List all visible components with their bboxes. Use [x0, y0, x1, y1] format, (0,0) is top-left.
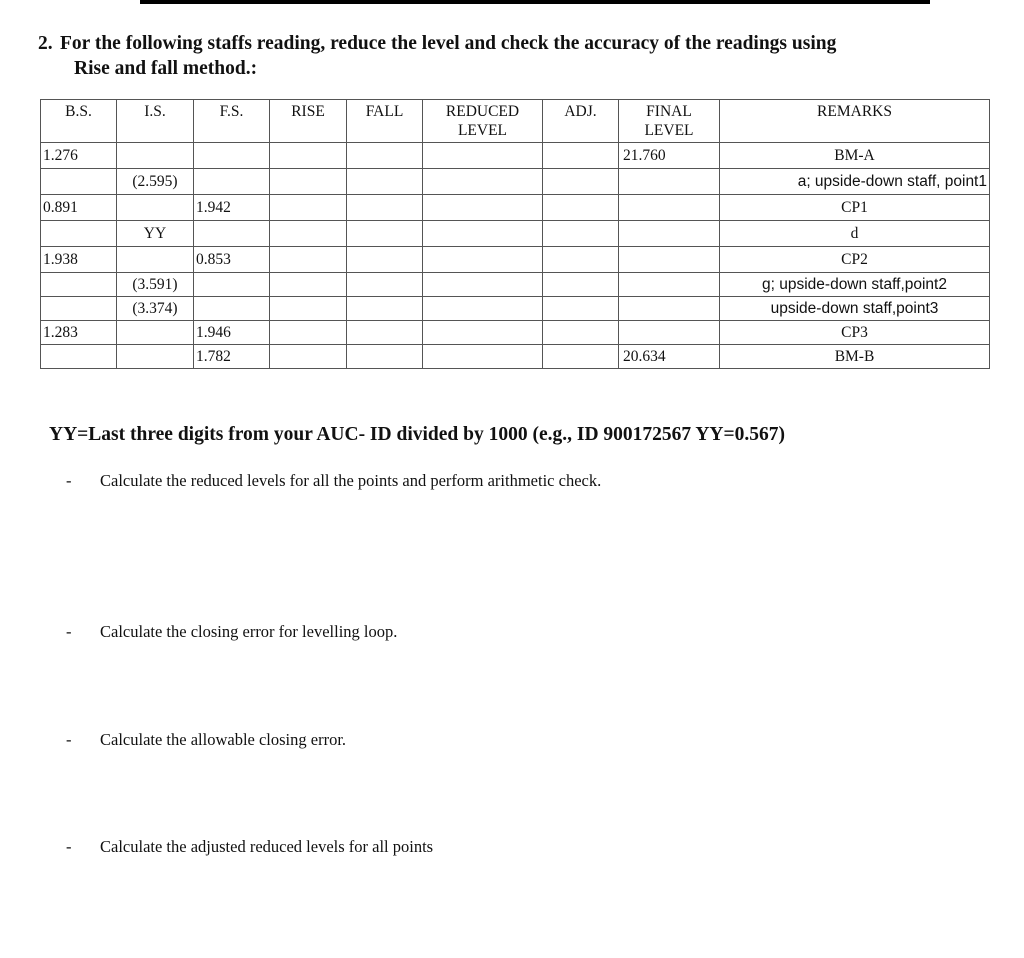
- cell-bs: 0.891: [41, 195, 117, 221]
- task-item: [66, 730, 346, 750]
- header-bs: B.S.: [41, 100, 117, 143]
- cell-reduced-level: [423, 143, 543, 169]
- cell-fs: 0.853: [194, 247, 270, 273]
- cell-is: YY: [117, 221, 194, 247]
- cell-bs: [41, 169, 117, 195]
- task-dash: -: [66, 730, 72, 749]
- header-is: I.S.: [117, 100, 194, 143]
- cell-reduced-level: [423, 273, 543, 297]
- cell-fs: 1.946: [194, 321, 270, 345]
- cell-adj: [543, 195, 619, 221]
- table-row: [41, 143, 990, 169]
- table-row: [41, 247, 990, 273]
- top-border-line: [140, 0, 930, 4]
- cell-fall: [347, 273, 423, 297]
- task-item: [66, 622, 397, 642]
- task-dash: -: [66, 471, 72, 490]
- cell-final-level: [619, 221, 720, 247]
- cell-fall: [347, 247, 423, 273]
- table-header-row: [41, 100, 990, 143]
- question-number: 2.: [38, 33, 53, 54]
- cell-final-level: [619, 247, 720, 273]
- cell-fall: [347, 221, 423, 247]
- cell-reduced-level: [423, 297, 543, 321]
- cell-is: [117, 247, 194, 273]
- cell-rise: [270, 273, 347, 297]
- cell-adj: [543, 273, 619, 297]
- cell-reduced-level: [423, 247, 543, 273]
- cell-adj: [543, 169, 619, 195]
- cell-rise: [270, 195, 347, 221]
- cell-final-level: [619, 195, 720, 221]
- cell-remark: CP1: [720, 195, 990, 221]
- cell-is: (2.595): [117, 169, 194, 195]
- question-title: [38, 31, 998, 81]
- cell-bs: [41, 345, 117, 369]
- cell-fall: [347, 195, 423, 221]
- levelling-table: [40, 99, 990, 369]
- cell-fall: [347, 297, 423, 321]
- yy-definition-note: YY=Last three digits from your AUC- ID divided by 1000 (e.g., ID 900172567 YY=0.567): [49, 424, 785, 445]
- cell-reduced-level: [423, 221, 543, 247]
- task-item: [66, 837, 433, 857]
- cell-remark: upside-down staff,point3: [720, 297, 990, 321]
- cell-rise: [270, 247, 347, 273]
- task-dash: -: [66, 837, 72, 856]
- cell-rise: [270, 143, 347, 169]
- cell-final-level: 21.760: [619, 143, 720, 169]
- table-row: [41, 169, 990, 195]
- cell-adj: [543, 221, 619, 247]
- header-final-level: FINAL LEVEL: [619, 100, 720, 143]
- header-fs: F.S.: [194, 100, 270, 143]
- cell-fs: [194, 297, 270, 321]
- cell-fs: [194, 273, 270, 297]
- table-row: [41, 273, 990, 297]
- cell-reduced-level: [423, 169, 543, 195]
- cell-final-level: [619, 169, 720, 195]
- cell-adj: [543, 247, 619, 273]
- cell-remark: BM-A: [720, 143, 990, 169]
- cell-is: (3.374): [117, 297, 194, 321]
- cell-bs: 1.283: [41, 321, 117, 345]
- cell-is: (3.591): [117, 273, 194, 297]
- header-fall: FALL: [347, 100, 423, 143]
- task-text: Calculate the adjusted reduced levels for all points: [100, 837, 434, 856]
- cell-reduced-level: [423, 195, 543, 221]
- cell-remark: CP2: [720, 247, 990, 273]
- task-text: Calculate the closing error for levelling loop.: [100, 622, 398, 641]
- cell-bs: 1.938: [41, 247, 117, 273]
- header-remarks: REMARKS: [720, 100, 990, 143]
- cell-rise: [270, 169, 347, 195]
- cell-bs: [41, 297, 117, 321]
- table-row: [41, 221, 990, 247]
- cell-adj: [543, 143, 619, 169]
- header-rise: RISE: [270, 100, 347, 143]
- cell-reduced-level: [423, 321, 543, 345]
- cell-adj: [543, 321, 619, 345]
- cell-fall: [347, 321, 423, 345]
- cell-remark: BM-B: [720, 345, 990, 369]
- header-adj: ADJ.: [543, 100, 619, 143]
- cell-rise: [270, 321, 347, 345]
- cell-bs: 1.276: [41, 143, 117, 169]
- question-line-1: For the following staffs reading, reduce the level and check the accuracy of the readings using: [60, 33, 837, 54]
- cell-rise: [270, 297, 347, 321]
- table-row: [41, 321, 990, 345]
- cell-remark: CP3: [720, 321, 990, 345]
- cell-adj: [543, 345, 619, 369]
- task-dash: -: [66, 622, 72, 641]
- cell-fs: [194, 221, 270, 247]
- cell-is: [117, 143, 194, 169]
- cell-rise: [270, 221, 347, 247]
- cell-is: [117, 195, 194, 221]
- cell-fs: 1.942: [194, 195, 270, 221]
- cell-final-level: [619, 297, 720, 321]
- task-text: Calculate the reduced levels for all the points and perform arithmetic check.: [100, 471, 602, 490]
- table-row: [41, 195, 990, 221]
- table-row: [41, 297, 990, 321]
- cell-bs: [41, 273, 117, 297]
- cell-fs: [194, 169, 270, 195]
- cell-final-level: 20.634: [619, 345, 720, 369]
- task-item: [66, 471, 601, 491]
- task-text: Calculate the allowable closing error.: [100, 730, 347, 749]
- cell-bs: [41, 221, 117, 247]
- question-line-2: Rise and fall method.:: [74, 58, 258, 79]
- cell-remark: d: [720, 221, 990, 247]
- cell-remark: a; upside-down staff, point1: [720, 169, 990, 195]
- cell-is: [117, 321, 194, 345]
- cell-fall: [347, 345, 423, 369]
- cell-reduced-level: [423, 345, 543, 369]
- cell-fall: [347, 143, 423, 169]
- header-reduced-level: REDUCED LEVEL: [423, 100, 543, 143]
- table-row: [41, 345, 990, 369]
- cell-final-level: [619, 321, 720, 345]
- cell-fs: [194, 143, 270, 169]
- cell-fs: 1.782: [194, 345, 270, 369]
- cell-adj: [543, 297, 619, 321]
- cell-final-level: [619, 273, 720, 297]
- cell-remark: g; upside-down staff,point2: [720, 273, 990, 297]
- cell-rise: [270, 345, 347, 369]
- cell-is: [117, 345, 194, 369]
- cell-fall: [347, 169, 423, 195]
